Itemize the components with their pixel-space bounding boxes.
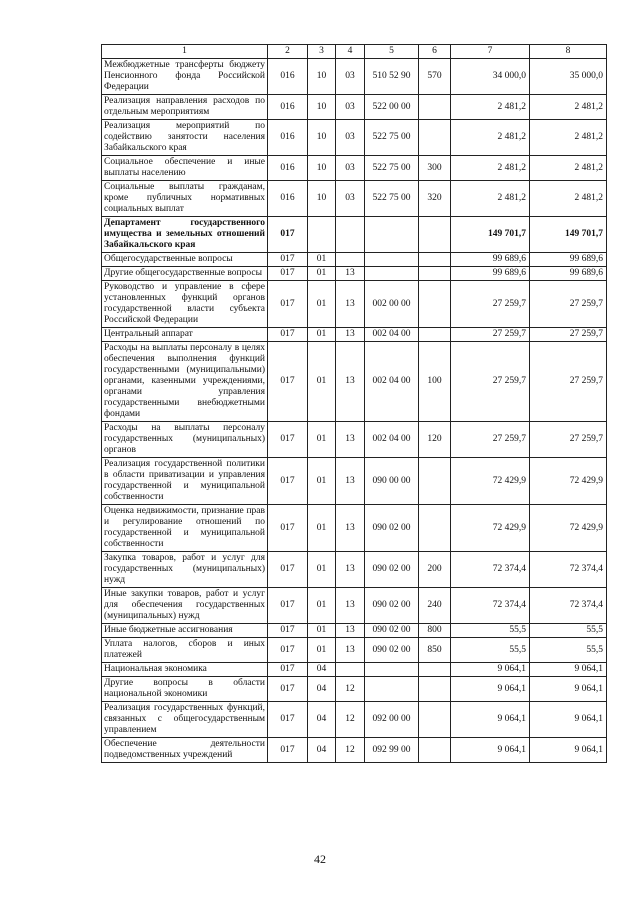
cell-section: 04 <box>308 677 336 702</box>
cell-amount-1: 72 374,4 <box>451 552 530 588</box>
cell-name: Департамент государственного имущества и земельных отношений Забайкальского края <box>102 217 268 253</box>
cell-subsection: 13 <box>336 624 365 638</box>
cell-subsection: 12 <box>336 738 365 763</box>
cell-section: 10 <box>308 120 336 156</box>
cell-section: 01 <box>308 638 336 663</box>
cell-expense-type: 100 <box>419 342 451 422</box>
col-header-2: 2 <box>268 45 308 59</box>
table-row <box>102 738 607 763</box>
cell-admin-code: 017 <box>268 702 308 738</box>
table-row <box>102 588 607 624</box>
cell-target-article: 002 04 00 <box>365 342 419 422</box>
cell-target-article: 522 00 00 <box>365 95 419 120</box>
cell-admin-code: 017 <box>268 738 308 763</box>
cell-amount-2: 9 064,1 <box>530 738 607 763</box>
cell-admin-code: 017 <box>268 663 308 677</box>
cell-subsection: 12 <box>336 677 365 702</box>
cell-name: Центральный аппарат <box>102 328 268 342</box>
budget-table-container <box>101 44 606 763</box>
cell-amount-1: 27 259,7 <box>451 281 530 328</box>
cell-subsection: 03 <box>336 156 365 181</box>
table-row <box>102 181 607 217</box>
cell-expense-type <box>419 217 451 253</box>
table-row <box>102 624 607 638</box>
cell-subsection: 13 <box>336 267 365 281</box>
cell-amount-2: 2 481,2 <box>530 181 607 217</box>
table-row <box>102 638 607 663</box>
cell-amount-2: 2 481,2 <box>530 156 607 181</box>
cell-subsection: 03 <box>336 95 365 120</box>
cell-name: Уплата налогов, сборов и иных платежей <box>102 638 268 663</box>
cell-amount-2: 72 374,4 <box>530 588 607 624</box>
cell-name: Иные бюджетные ассигнования <box>102 624 268 638</box>
cell-amount-2: 27 259,7 <box>530 342 607 422</box>
cell-name: Расходы на выплаты персоналу государственных (муниципальных) органов <box>102 422 268 458</box>
cell-amount-2: 72 429,9 <box>530 505 607 552</box>
cell-section: 04 <box>308 702 336 738</box>
cell-target-article: 522 75 00 <box>365 181 419 217</box>
cell-section: 01 <box>308 588 336 624</box>
cell-expense-type <box>419 702 451 738</box>
col-header-1: 1 <box>102 45 268 59</box>
table-row <box>102 702 607 738</box>
cell-expense-type: 120 <box>419 422 451 458</box>
cell-amount-2: 27 259,7 <box>530 281 607 328</box>
cell-amount-1: 27 259,7 <box>451 342 530 422</box>
cell-amount-2: 72 374,4 <box>530 552 607 588</box>
table-row <box>102 156 607 181</box>
cell-amount-1: 27 259,7 <box>451 422 530 458</box>
table-body <box>102 59 607 763</box>
cell-admin-code: 017 <box>268 217 308 253</box>
cell-target-article: 090 02 00 <box>365 588 419 624</box>
cell-target-article: 510 52 90 <box>365 59 419 95</box>
cell-section: 01 <box>308 624 336 638</box>
cell-name: Национальная экономика <box>102 663 268 677</box>
cell-target-article: 522 75 00 <box>365 120 419 156</box>
cell-target-article: 090 02 00 <box>365 624 419 638</box>
cell-amount-2: 149 701,7 <box>530 217 607 253</box>
cell-amount-1: 9 064,1 <box>451 738 530 763</box>
cell-expense-type: 200 <box>419 552 451 588</box>
cell-subsection: 13 <box>336 281 365 328</box>
cell-target-article: 090 00 00 <box>365 458 419 505</box>
table-row <box>102 458 607 505</box>
cell-expense-type: 850 <box>419 638 451 663</box>
cell-subsection: 13 <box>336 505 365 552</box>
cell-target-article: 090 02 00 <box>365 552 419 588</box>
cell-section: 01 <box>308 281 336 328</box>
cell-amount-1: 27 259,7 <box>451 328 530 342</box>
col-header-8: 8 <box>530 45 607 59</box>
col-header-6: 6 <box>419 45 451 59</box>
cell-section: 10 <box>308 181 336 217</box>
cell-section: 04 <box>308 738 336 763</box>
cell-expense-type: 300 <box>419 156 451 181</box>
cell-admin-code: 017 <box>268 458 308 505</box>
cell-section: 04 <box>308 663 336 677</box>
cell-subsection: 13 <box>336 328 365 342</box>
cell-section: 01 <box>308 253 336 267</box>
cell-amount-1: 9 064,1 <box>451 663 530 677</box>
cell-section: 01 <box>308 505 336 552</box>
cell-subsection: 03 <box>336 120 365 156</box>
cell-section: 01 <box>308 422 336 458</box>
cell-expense-type: 240 <box>419 588 451 624</box>
cell-admin-code: 017 <box>268 328 308 342</box>
table-row <box>102 267 607 281</box>
cell-name: Социальное обеспечение и иные выплаты населению <box>102 156 268 181</box>
cell-section: 10 <box>308 156 336 181</box>
table-row <box>102 505 607 552</box>
col-header-7: 7 <box>451 45 530 59</box>
col-header-5: 5 <box>365 45 419 59</box>
cell-expense-type <box>419 120 451 156</box>
cell-amount-1: 2 481,2 <box>451 181 530 217</box>
table-row <box>102 59 607 95</box>
cell-subsection: 13 <box>336 638 365 663</box>
cell-amount-2: 99 689,6 <box>530 253 607 267</box>
cell-amount-1: 72 429,9 <box>451 505 530 552</box>
cell-target-article <box>365 253 419 267</box>
cell-target-article: 092 00 00 <box>365 702 419 738</box>
cell-admin-code: 017 <box>268 624 308 638</box>
cell-amount-2: 72 429,9 <box>530 458 607 505</box>
header-row <box>102 45 607 59</box>
table-row <box>102 552 607 588</box>
cell-admin-code: 017 <box>268 267 308 281</box>
table-row <box>102 663 607 677</box>
cell-name: Общегосударственные вопросы <box>102 253 268 267</box>
cell-admin-code: 017 <box>268 588 308 624</box>
cell-name: Обеспечение деятельности подведомственных учреждений <box>102 738 268 763</box>
cell-expense-type <box>419 738 451 763</box>
cell-name: Закупка товаров, работ и услуг для государственных (муниципальных) нужд <box>102 552 268 588</box>
table-row <box>102 328 607 342</box>
cell-amount-1: 2 481,2 <box>451 156 530 181</box>
cell-amount-2: 99 689,6 <box>530 267 607 281</box>
cell-admin-code: 017 <box>268 253 308 267</box>
table-row <box>102 217 607 253</box>
cell-amount-1: 55,5 <box>451 624 530 638</box>
cell-amount-1: 2 481,2 <box>451 120 530 156</box>
cell-admin-code: 017 <box>268 422 308 458</box>
cell-expense-type <box>419 458 451 505</box>
cell-name: Иные закупки товаров, работ и услуг для обеспечения государственных (муниципальных) нужд <box>102 588 268 624</box>
table-row <box>102 95 607 120</box>
cell-target-article <box>365 267 419 281</box>
cell-admin-code: 017 <box>268 281 308 328</box>
cell-target-article: 090 02 00 <box>365 638 419 663</box>
cell-section: 01 <box>308 328 336 342</box>
cell-section: 01 <box>308 342 336 422</box>
col-header-4: 4 <box>336 45 365 59</box>
cell-name: Социальные выплаты гражданам, кроме публичных нормативных социальных выплат <box>102 181 268 217</box>
cell-expense-type <box>419 328 451 342</box>
cell-amount-1: 34 000,0 <box>451 59 530 95</box>
cell-expense-type <box>419 677 451 702</box>
cell-target-article: 002 00 00 <box>365 281 419 328</box>
cell-target-article <box>365 217 419 253</box>
cell-expense-type <box>419 281 451 328</box>
cell-subsection <box>336 663 365 677</box>
cell-admin-code: 016 <box>268 156 308 181</box>
cell-section: 01 <box>308 552 336 588</box>
cell-subsection: 13 <box>336 422 365 458</box>
cell-amount-2: 9 064,1 <box>530 702 607 738</box>
budget-table <box>101 44 607 763</box>
cell-expense-type: 570 <box>419 59 451 95</box>
cell-expense-type: 320 <box>419 181 451 217</box>
cell-target-article: 002 04 00 <box>365 422 419 458</box>
cell-subsection: 13 <box>336 552 365 588</box>
cell-amount-1: 99 689,6 <box>451 267 530 281</box>
table-row <box>102 342 607 422</box>
cell-amount-2: 27 259,7 <box>530 422 607 458</box>
cell-expense-type <box>419 505 451 552</box>
cell-target-article <box>365 663 419 677</box>
cell-admin-code: 016 <box>268 59 308 95</box>
cell-admin-code: 016 <box>268 95 308 120</box>
cell-name: Реализация государственной политики в области приватизации и управления государственной и муниципальной собственности <box>102 458 268 505</box>
cell-name: Реализация направления расходов по отдельным мероприятиям <box>102 95 268 120</box>
cell-amount-2: 9 064,1 <box>530 663 607 677</box>
cell-expense-type <box>419 663 451 677</box>
table-row <box>102 120 607 156</box>
cell-expense-type <box>419 267 451 281</box>
cell-amount-1: 72 374,4 <box>451 588 530 624</box>
cell-amount-1: 2 481,2 <box>451 95 530 120</box>
cell-subsection: 12 <box>336 702 365 738</box>
cell-amount-2: 35 000,0 <box>530 59 607 95</box>
cell-name: Реализация мероприятий по содействию занятости населения Забайкальского края <box>102 120 268 156</box>
table-row <box>102 422 607 458</box>
table-row <box>102 281 607 328</box>
cell-subsection: 13 <box>336 458 365 505</box>
cell-name: Межбюджетные трансферты бюджету Пенсионного фонда Российской Федерации <box>102 59 268 95</box>
cell-name: Другие общегосударственные вопросы <box>102 267 268 281</box>
cell-amount-1: 9 064,1 <box>451 677 530 702</box>
cell-target-article <box>365 677 419 702</box>
cell-amount-1: 72 429,9 <box>451 458 530 505</box>
cell-name: Реализация государственных функций, связанных с общегосударственным управлением <box>102 702 268 738</box>
cell-name: Оценка недвижимости, признание прав и регулирование отношений по государственной и муниципальной собственности <box>102 505 268 552</box>
cell-target-article: 002 04 00 <box>365 328 419 342</box>
cell-amount-1: 149 701,7 <box>451 217 530 253</box>
cell-amount-1: 9 064,1 <box>451 702 530 738</box>
cell-subsection <box>336 253 365 267</box>
cell-target-article: 522 75 00 <box>365 156 419 181</box>
cell-amount-1: 99 689,6 <box>451 253 530 267</box>
cell-target-article: 090 02 00 <box>365 505 419 552</box>
cell-section <box>308 217 336 253</box>
cell-subsection <box>336 217 365 253</box>
cell-amount-2: 2 481,2 <box>530 120 607 156</box>
cell-admin-code: 016 <box>268 181 308 217</box>
cell-expense-type <box>419 95 451 120</box>
cell-section: 01 <box>308 458 336 505</box>
cell-admin-code: 017 <box>268 677 308 702</box>
cell-admin-code: 017 <box>268 638 308 663</box>
cell-amount-2: 27 259,7 <box>530 328 607 342</box>
cell-amount-2: 55,5 <box>530 638 607 663</box>
cell-subsection: 03 <box>336 181 365 217</box>
cell-admin-code: 017 <box>268 342 308 422</box>
table-row <box>102 253 607 267</box>
cell-name: Расходы на выплаты персоналу в целях обеспечения выполнения функций государственными (муниципальными) органами, казенными учреждениями, органами управления государственными внебюджетными фондами <box>102 342 268 422</box>
cell-admin-code: 016 <box>268 120 308 156</box>
cell-subsection: 13 <box>336 342 365 422</box>
cell-expense-type: 800 <box>419 624 451 638</box>
col-header-3: 3 <box>308 45 336 59</box>
cell-amount-1: 55,5 <box>451 638 530 663</box>
cell-admin-code: 017 <box>268 552 308 588</box>
cell-section: 10 <box>308 95 336 120</box>
cell-target-article: 092 99 00 <box>365 738 419 763</box>
page-number: 42 <box>314 852 326 866</box>
cell-amount-2: 9 064,1 <box>530 677 607 702</box>
cell-amount-2: 2 481,2 <box>530 95 607 120</box>
cell-amount-2: 55,5 <box>530 624 607 638</box>
cell-subsection: 03 <box>336 59 365 95</box>
cell-name: Другие вопросы в области национальной экономики <box>102 677 268 702</box>
cell-name: Руководство и управление в сфере установленных функций органов государственной власти субъекта Российской Федерации <box>102 281 268 328</box>
table-row <box>102 677 607 702</box>
cell-section: 01 <box>308 267 336 281</box>
cell-section: 10 <box>308 59 336 95</box>
cell-admin-code: 017 <box>268 505 308 552</box>
cell-expense-type <box>419 253 451 267</box>
cell-subsection: 13 <box>336 588 365 624</box>
